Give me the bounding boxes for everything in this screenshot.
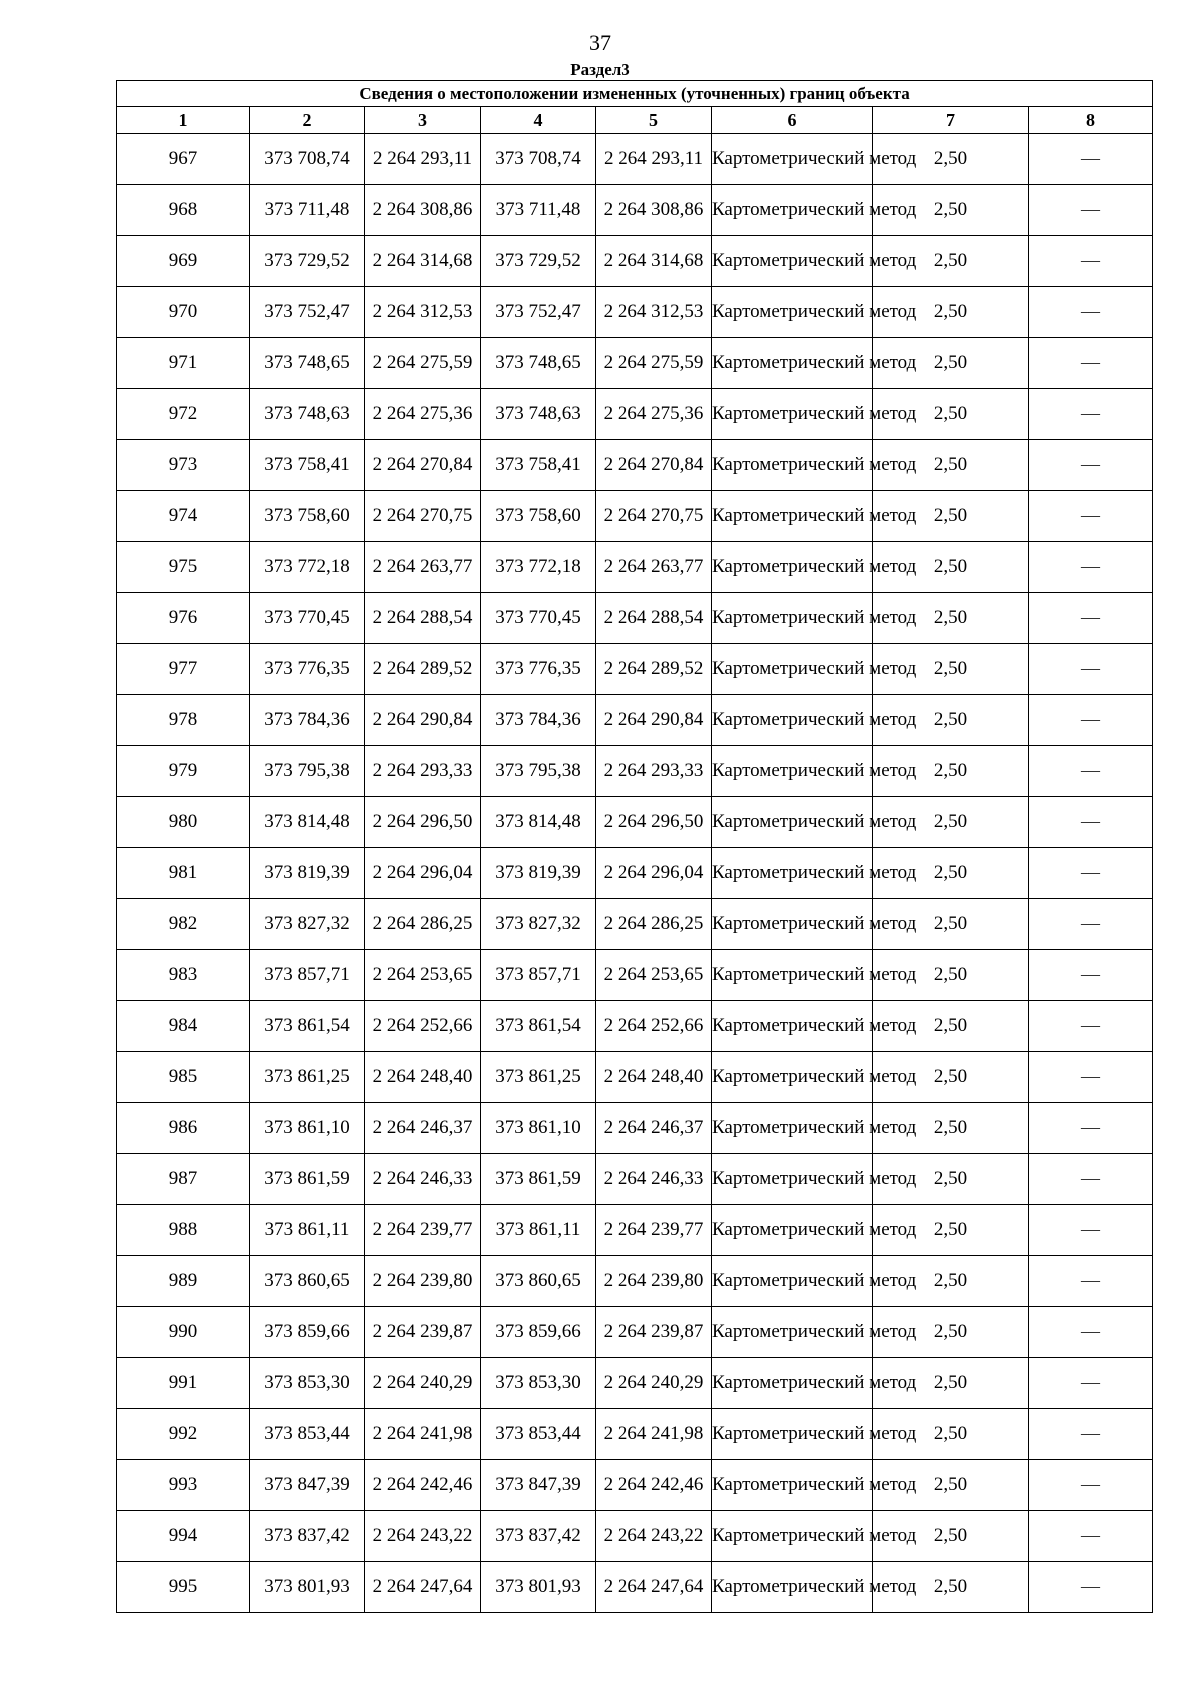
x-new-cell: 373 770,45: [481, 593, 596, 644]
section-label: Раздел3: [570, 60, 630, 79]
method-cell: Картометрический метод: [712, 1562, 873, 1613]
x-new-cell: 373 711,48: [481, 185, 596, 236]
x-old-cell: 373 758,41: [250, 440, 365, 491]
method-cell: Картометрический метод: [712, 644, 873, 695]
x-old-cell: 373 776,35: [250, 644, 365, 695]
x-old-cell: 373 752,47: [250, 287, 365, 338]
method-cell: Картометрический метод: [712, 440, 873, 491]
method-cell: Картометрический метод: [712, 1409, 873, 1460]
x-old-cell: 373 795,38: [250, 746, 365, 797]
method-cell: Картометрический метод: [712, 797, 873, 848]
y-old-cell: 2 264 289,52: [365, 644, 481, 695]
point-number-cell: 969: [117, 236, 250, 287]
point-number-cell: 977: [117, 644, 250, 695]
method-cell: Картометрический метод: [712, 1307, 873, 1358]
description-cell: —: [1029, 236, 1153, 287]
table-row: [117, 1103, 1153, 1154]
point-number-cell: 995: [117, 1562, 250, 1613]
point-number-cell: 973: [117, 440, 250, 491]
y-new-cell: 2 264 289,52: [596, 644, 712, 695]
point-number-cell: 992: [117, 1409, 250, 1460]
x-old-cell: 373 837,42: [250, 1511, 365, 1562]
x-new-cell: 373 827,32: [481, 899, 596, 950]
table-row: [117, 797, 1153, 848]
method-cell: Картометрический метод: [712, 389, 873, 440]
y-new-cell: 2 264 275,59: [596, 338, 712, 389]
accuracy-cell: 2,50: [873, 899, 1029, 950]
y-new-cell: 2 264 288,54: [596, 593, 712, 644]
table-row: [117, 1052, 1153, 1103]
description-cell: —: [1029, 1103, 1153, 1154]
description-cell: —: [1029, 338, 1153, 389]
method-cell: Картометрический метод: [712, 1358, 873, 1409]
x-old-cell: 373 860,65: [250, 1256, 365, 1307]
description-cell: —: [1029, 746, 1153, 797]
point-number-cell: 984: [117, 1001, 250, 1052]
x-new-cell: 373 853,30: [481, 1358, 596, 1409]
accuracy-cell: 2,50: [873, 797, 1029, 848]
accuracy-cell: 2,50: [873, 338, 1029, 389]
y-new-cell: 2 264 246,37: [596, 1103, 712, 1154]
y-old-cell: 2 264 296,04: [365, 848, 481, 899]
y-old-cell: 2 264 290,84: [365, 695, 481, 746]
accuracy-cell: 2,50: [873, 848, 1029, 899]
y-old-cell: 2 264 293,33: [365, 746, 481, 797]
x-old-cell: 373 819,39: [250, 848, 365, 899]
table-row: [117, 848, 1153, 899]
description-cell: —: [1029, 1511, 1153, 1562]
description-cell: —: [1029, 134, 1153, 185]
point-number-cell: 982: [117, 899, 250, 950]
table-row: [117, 1154, 1153, 1205]
x-new-cell: 373 729,52: [481, 236, 596, 287]
point-number-cell: 972: [117, 389, 250, 440]
table-row: [117, 338, 1153, 389]
description-cell: —: [1029, 1307, 1153, 1358]
y-new-cell: 2 264 270,75: [596, 491, 712, 542]
description-cell: —: [1029, 491, 1153, 542]
x-new-cell: 373 861,59: [481, 1154, 596, 1205]
x-old-cell: 373 847,39: [250, 1460, 365, 1511]
y-old-cell: 2 264 275,59: [365, 338, 481, 389]
x-old-cell: 373 748,63: [250, 389, 365, 440]
method-cell: Картометрический метод: [712, 950, 873, 1001]
column-header: 4: [481, 107, 596, 134]
y-new-cell: 2 264 239,80: [596, 1256, 712, 1307]
description-cell: —: [1029, 1460, 1153, 1511]
description-cell: —: [1029, 797, 1153, 848]
accuracy-cell: 2,50: [873, 185, 1029, 236]
x-old-cell: 373 853,44: [250, 1409, 365, 1460]
x-new-cell: 373 748,65: [481, 338, 596, 389]
x-old-cell: 373 827,32: [250, 899, 365, 950]
y-old-cell: 2 264 246,37: [365, 1103, 481, 1154]
y-new-cell: 2 264 253,65: [596, 950, 712, 1001]
point-number-cell: 971: [117, 338, 250, 389]
x-old-cell: 373 772,18: [250, 542, 365, 593]
accuracy-cell: 2,50: [873, 746, 1029, 797]
accuracy-cell: 2,50: [873, 1460, 1029, 1511]
point-number-cell: 988: [117, 1205, 250, 1256]
x-new-cell: 373 861,25: [481, 1052, 596, 1103]
x-new-cell: 373 859,66: [481, 1307, 596, 1358]
point-number-cell: 987: [117, 1154, 250, 1205]
description-cell: —: [1029, 899, 1153, 950]
y-old-cell: 2 264 242,46: [365, 1460, 481, 1511]
point-number-cell: 979: [117, 746, 250, 797]
y-new-cell: 2 264 293,33: [596, 746, 712, 797]
point-number-cell: 976: [117, 593, 250, 644]
description-cell: —: [1029, 1358, 1153, 1409]
table-title: Сведения о местоположении измененных (уточненных) границ объекта: [117, 81, 1153, 107]
point-number-cell: 986: [117, 1103, 250, 1154]
method-cell: Картометрический метод: [712, 593, 873, 644]
x-old-cell: 373 748,65: [250, 338, 365, 389]
y-new-cell: 2 264 252,66: [596, 1001, 712, 1052]
accuracy-cell: 2,50: [873, 1409, 1029, 1460]
x-new-cell: 373 748,63: [481, 389, 596, 440]
column-header: 1: [117, 107, 250, 134]
x-new-cell: 373 861,10: [481, 1103, 596, 1154]
x-new-cell: 373 758,60: [481, 491, 596, 542]
method-cell: Картометрический метод: [712, 542, 873, 593]
method-cell: Картометрический метод: [712, 338, 873, 389]
y-old-cell: 2 264 239,80: [365, 1256, 481, 1307]
accuracy-cell: 2,50: [873, 1256, 1029, 1307]
point-number-cell: 994: [117, 1511, 250, 1562]
x-old-cell: 373 758,60: [250, 491, 365, 542]
x-old-cell: 373 784,36: [250, 695, 365, 746]
x-new-cell: 373 837,42: [481, 1511, 596, 1562]
method-cell: Картометрический метод: [712, 1103, 873, 1154]
description-cell: —: [1029, 593, 1153, 644]
table-row: [117, 695, 1153, 746]
table-row: [117, 1511, 1153, 1562]
x-old-cell: 373 708,74: [250, 134, 365, 185]
table-row: [117, 440, 1153, 491]
accuracy-cell: 2,50: [873, 1358, 1029, 1409]
column-header: 8: [1029, 107, 1153, 134]
y-new-cell: 2 264 246,33: [596, 1154, 712, 1205]
point-number-cell: 978: [117, 695, 250, 746]
table-row: [117, 1256, 1153, 1307]
x-old-cell: 373 814,48: [250, 797, 365, 848]
description-cell: —: [1029, 1001, 1153, 1052]
accuracy-cell: 2,50: [873, 593, 1029, 644]
y-old-cell: 2 264 314,68: [365, 236, 481, 287]
method-cell: Картометрический метод: [712, 1256, 873, 1307]
table-row: [117, 134, 1153, 185]
description-cell: —: [1029, 1409, 1153, 1460]
method-cell: Картометрический метод: [712, 1460, 873, 1511]
accuracy-cell: 2,50: [873, 1511, 1029, 1562]
point-number-cell: 981: [117, 848, 250, 899]
y-new-cell: 2 264 241,98: [596, 1409, 712, 1460]
table-row: [117, 491, 1153, 542]
x-new-cell: 373 708,74: [481, 134, 596, 185]
point-number-cell: 993: [117, 1460, 250, 1511]
table-row: [117, 287, 1153, 338]
x-old-cell: 373 801,93: [250, 1562, 365, 1613]
table-row: [117, 1562, 1153, 1613]
y-old-cell: 2 264 312,53: [365, 287, 481, 338]
accuracy-cell: 2,50: [873, 1307, 1029, 1358]
y-new-cell: 2 264 242,46: [596, 1460, 712, 1511]
point-number-cell: 991: [117, 1358, 250, 1409]
x-new-cell: 373 860,65: [481, 1256, 596, 1307]
y-new-cell: 2 264 239,77: [596, 1205, 712, 1256]
accuracy-cell: 2,50: [873, 1154, 1029, 1205]
description-cell: —: [1029, 1154, 1153, 1205]
method-cell: Картометрический метод: [712, 134, 873, 185]
x-old-cell: 373 861,54: [250, 1001, 365, 1052]
y-new-cell: 2 264 240,29: [596, 1358, 712, 1409]
y-old-cell: 2 264 240,29: [365, 1358, 481, 1409]
description-cell: —: [1029, 1562, 1153, 1613]
method-cell: Картометрический метод: [712, 746, 873, 797]
x-old-cell: 373 861,25: [250, 1052, 365, 1103]
table-row: [117, 542, 1153, 593]
page-number: 37: [589, 30, 611, 55]
boundary-coordinates-table: [116, 80, 1153, 1613]
point-number-cell: 968: [117, 185, 250, 236]
y-new-cell: 2 264 290,84: [596, 695, 712, 746]
x-new-cell: 373 795,38: [481, 746, 596, 797]
y-old-cell: 2 264 286,25: [365, 899, 481, 950]
accuracy-cell: 2,50: [873, 134, 1029, 185]
method-cell: Картометрический метод: [712, 695, 873, 746]
y-old-cell: 2 264 253,65: [365, 950, 481, 1001]
point-number-cell: 980: [117, 797, 250, 848]
accuracy-cell: 2,50: [873, 1562, 1029, 1613]
method-cell: Картометрический метод: [712, 491, 873, 542]
x-old-cell: 373 711,48: [250, 185, 365, 236]
x-new-cell: 373 772,18: [481, 542, 596, 593]
table-row: [117, 1001, 1153, 1052]
y-old-cell: 2 264 263,77: [365, 542, 481, 593]
table-row: [117, 1460, 1153, 1511]
column-header: 6: [712, 107, 873, 134]
method-cell: Картометрический метод: [712, 287, 873, 338]
description-cell: —: [1029, 1256, 1153, 1307]
column-header: 7: [873, 107, 1029, 134]
method-cell: Картометрический метод: [712, 1001, 873, 1052]
table-row: [117, 236, 1153, 287]
description-cell: —: [1029, 287, 1153, 338]
method-cell: Картометрический метод: [712, 848, 873, 899]
x-new-cell: 373 784,36: [481, 695, 596, 746]
table-row: [117, 593, 1153, 644]
y-old-cell: 2 264 270,75: [365, 491, 481, 542]
table-row: [117, 899, 1153, 950]
method-cell: Картометрический метод: [712, 185, 873, 236]
description-cell: —: [1029, 440, 1153, 491]
y-old-cell: 2 264 241,98: [365, 1409, 481, 1460]
y-new-cell: 2 264 296,50: [596, 797, 712, 848]
y-new-cell: 2 264 314,68: [596, 236, 712, 287]
description-cell: —: [1029, 950, 1153, 1001]
accuracy-cell: 2,50: [873, 287, 1029, 338]
accuracy-cell: 2,50: [873, 695, 1029, 746]
x-new-cell: 373 861,54: [481, 1001, 596, 1052]
y-old-cell: 2 264 275,36: [365, 389, 481, 440]
method-cell: Картометрический метод: [712, 236, 873, 287]
y-old-cell: 2 264 239,87: [365, 1307, 481, 1358]
y-new-cell: 2 264 312,53: [596, 287, 712, 338]
column-number-row: [117, 107, 1153, 134]
point-number-cell: 983: [117, 950, 250, 1001]
y-new-cell: 2 264 243,22: [596, 1511, 712, 1562]
x-new-cell: 373 814,48: [481, 797, 596, 848]
description-cell: —: [1029, 1205, 1153, 1256]
table-row: [117, 1409, 1153, 1460]
table-body: [117, 134, 1153, 1613]
accuracy-cell: 2,50: [873, 542, 1029, 593]
x-old-cell: 373 861,11: [250, 1205, 365, 1256]
x-new-cell: 373 776,35: [481, 644, 596, 695]
table-row: [117, 1307, 1153, 1358]
column-header: 3: [365, 107, 481, 134]
accuracy-cell: 2,50: [873, 644, 1029, 695]
table-row: [117, 644, 1153, 695]
x-new-cell: 373 861,11: [481, 1205, 596, 1256]
y-old-cell: 2 264 252,66: [365, 1001, 481, 1052]
table-row: [117, 389, 1153, 440]
accuracy-cell: 2,50: [873, 1052, 1029, 1103]
description-cell: —: [1029, 1052, 1153, 1103]
x-old-cell: 373 859,66: [250, 1307, 365, 1358]
y-old-cell: 2 264 247,64: [365, 1562, 481, 1613]
description-cell: —: [1029, 695, 1153, 746]
accuracy-cell: 2,50: [873, 950, 1029, 1001]
point-number-cell: 990: [117, 1307, 250, 1358]
description-cell: —: [1029, 542, 1153, 593]
y-old-cell: 2 264 246,33: [365, 1154, 481, 1205]
y-old-cell: 2 264 270,84: [365, 440, 481, 491]
y-new-cell: 2 264 275,36: [596, 389, 712, 440]
method-cell: Картометрический метод: [712, 1205, 873, 1256]
description-cell: —: [1029, 644, 1153, 695]
y-new-cell: 2 264 308,86: [596, 185, 712, 236]
description-cell: —: [1029, 389, 1153, 440]
y-old-cell: 2 264 308,86: [365, 185, 481, 236]
y-new-cell: 2 264 296,04: [596, 848, 712, 899]
point-number-cell: 967: [117, 134, 250, 185]
table-row: [117, 185, 1153, 236]
x-old-cell: 373 770,45: [250, 593, 365, 644]
x-old-cell: 373 729,52: [250, 236, 365, 287]
y-old-cell: 2 264 288,54: [365, 593, 481, 644]
x-old-cell: 373 857,71: [250, 950, 365, 1001]
accuracy-cell: 2,50: [873, 236, 1029, 287]
x-new-cell: 373 847,39: [481, 1460, 596, 1511]
method-cell: Картометрический метод: [712, 899, 873, 950]
table-row: [117, 1205, 1153, 1256]
y-old-cell: 2 264 239,77: [365, 1205, 481, 1256]
point-number-cell: 989: [117, 1256, 250, 1307]
x-old-cell: 373 853,30: [250, 1358, 365, 1409]
x-new-cell: 373 758,41: [481, 440, 596, 491]
y-old-cell: 2 264 248,40: [365, 1052, 481, 1103]
x-new-cell: 373 801,93: [481, 1562, 596, 1613]
point-number-cell: 974: [117, 491, 250, 542]
accuracy-cell: 2,50: [873, 1205, 1029, 1256]
accuracy-cell: 2,50: [873, 440, 1029, 491]
accuracy-cell: 2,50: [873, 389, 1029, 440]
accuracy-cell: 2,50: [873, 1103, 1029, 1154]
y-new-cell: 2 264 247,64: [596, 1562, 712, 1613]
table-row: [117, 746, 1153, 797]
x-new-cell: 373 853,44: [481, 1409, 596, 1460]
y-new-cell: 2 264 248,40: [596, 1052, 712, 1103]
y-old-cell: 2 264 293,11: [365, 134, 481, 185]
x-old-cell: 373 861,59: [250, 1154, 365, 1205]
x-new-cell: 373 752,47: [481, 287, 596, 338]
y-old-cell: 2 264 296,50: [365, 797, 481, 848]
x-new-cell: 373 857,71: [481, 950, 596, 1001]
table-row: [117, 950, 1153, 1001]
y-old-cell: 2 264 243,22: [365, 1511, 481, 1562]
y-new-cell: 2 264 293,11: [596, 134, 712, 185]
y-new-cell: 2 264 239,87: [596, 1307, 712, 1358]
description-cell: —: [1029, 185, 1153, 236]
x-new-cell: 373 819,39: [481, 848, 596, 899]
description-cell: —: [1029, 848, 1153, 899]
accuracy-cell: 2,50: [873, 491, 1029, 542]
column-header: 5: [596, 107, 712, 134]
method-cell: Картометрический метод: [712, 1052, 873, 1103]
column-header: 2: [250, 107, 365, 134]
x-old-cell: 373 861,10: [250, 1103, 365, 1154]
y-new-cell: 2 264 286,25: [596, 899, 712, 950]
y-new-cell: 2 264 270,84: [596, 440, 712, 491]
table-row: [117, 1358, 1153, 1409]
y-new-cell: 2 264 263,77: [596, 542, 712, 593]
point-number-cell: 970: [117, 287, 250, 338]
point-number-cell: 985: [117, 1052, 250, 1103]
point-number-cell: 975: [117, 542, 250, 593]
method-cell: Картометрический метод: [712, 1511, 873, 1562]
accuracy-cell: 2,50: [873, 1001, 1029, 1052]
method-cell: Картометрический метод: [712, 1154, 873, 1205]
